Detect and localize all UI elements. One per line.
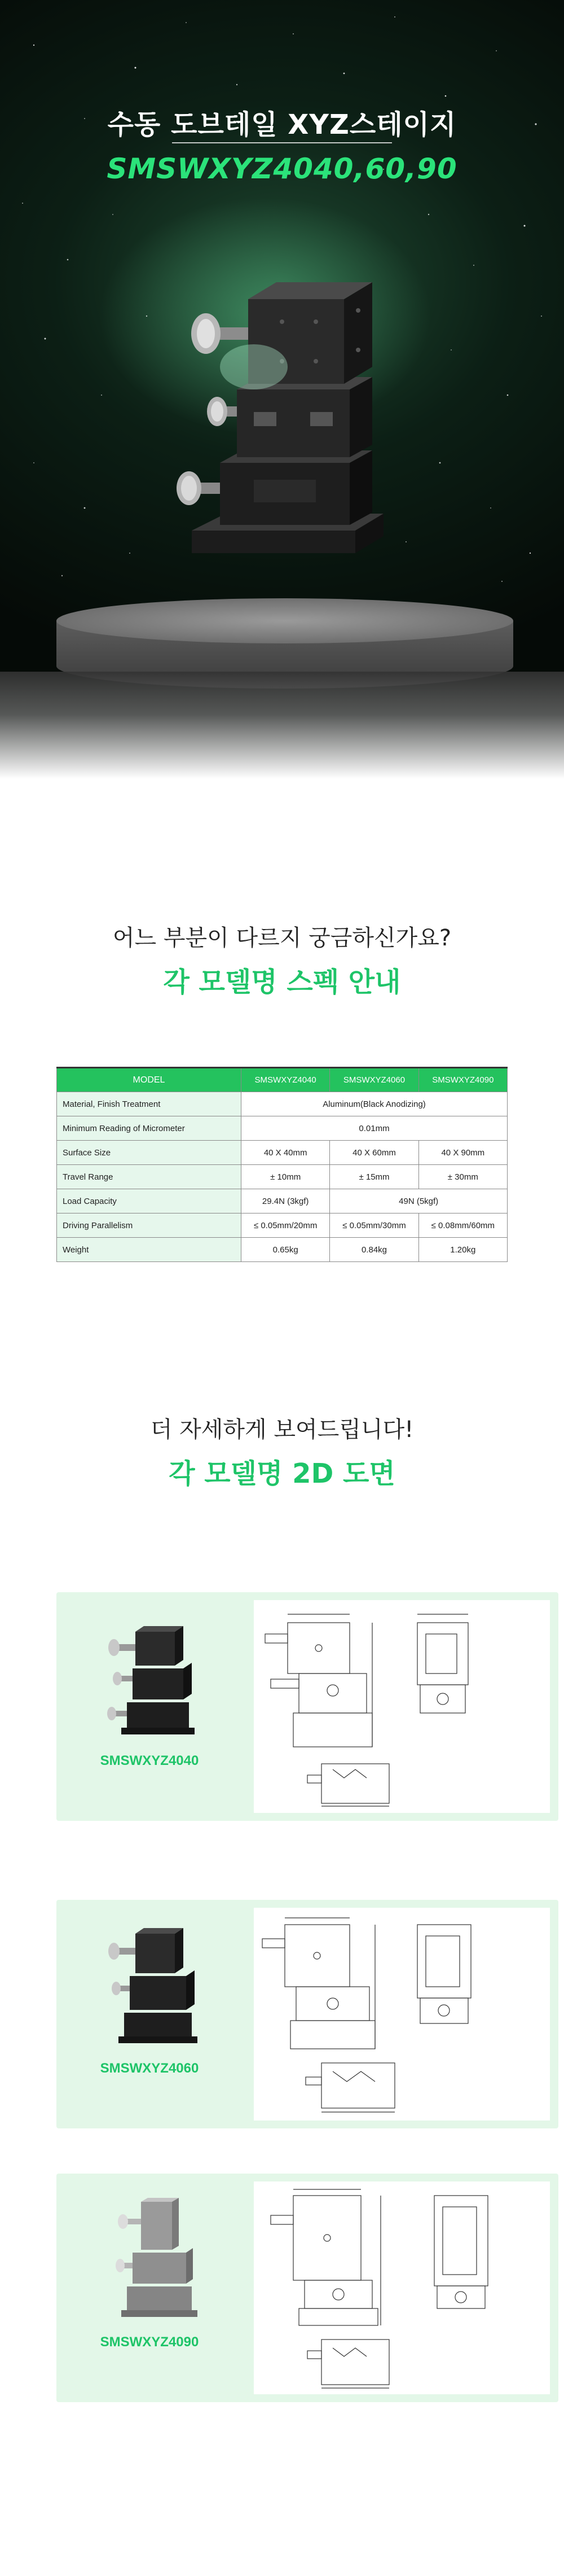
spec-value: ± 15mm xyxy=(330,1165,418,1189)
spec-header-model-4040: SMSWXYZ4040 xyxy=(241,1068,330,1092)
hero-model-line: SMSWXYZ4040,60,90 xyxy=(107,152,457,185)
model-label: SMSWXYZ4090 xyxy=(100,2334,199,2350)
model-card-4090 xyxy=(56,2174,558,2402)
technical-drawing-icon xyxy=(254,1600,550,1813)
spec-label: Driving Parallelism xyxy=(57,1213,241,1238)
spec-value: ± 10mm xyxy=(241,1165,330,1189)
xyz-stage-render-icon xyxy=(169,237,395,576)
spec-header-model-4090: SMSWXYZ4090 xyxy=(418,1068,507,1092)
spec-row-travel xyxy=(57,1165,508,1189)
spec-label: Minimum Reading of Micrometer xyxy=(57,1116,241,1141)
model-label: SMSWXYZ4040 xyxy=(100,1753,199,1768)
hero-divider xyxy=(172,142,392,143)
spec-row-load xyxy=(57,1189,508,1213)
drawing-panel xyxy=(254,1908,550,2121)
spec-value: 29.4N (3kgf) xyxy=(241,1189,330,1213)
xyz-stage-photo-icon xyxy=(96,2196,209,2320)
spec-header-model-4060: SMSWXYZ4060 xyxy=(330,1068,418,1092)
spec-label: Material, Finish Treatment xyxy=(57,1092,241,1116)
drawing-heading: 각 모델명 2D 도면 xyxy=(169,1458,395,1489)
drawing-panel xyxy=(254,1600,550,1813)
spec-table xyxy=(56,1067,508,1262)
spec-table-wrapper xyxy=(0,1067,564,1262)
spec-label: Load Capacity xyxy=(57,1189,241,1213)
page-bottom-spacer xyxy=(0,2402,564,2470)
drawing-panel xyxy=(254,2181,550,2394)
technical-drawing-icon xyxy=(254,2181,550,2394)
spec-row-weight xyxy=(57,1238,508,1262)
spec-value: 40 X 90mm xyxy=(418,1141,507,1165)
spec-value: 0.65kg xyxy=(241,1238,330,1262)
spec-header-row xyxy=(57,1068,508,1092)
spec-value: 0.84kg xyxy=(330,1238,418,1262)
technical-drawing-icon xyxy=(254,1908,550,2121)
spec-row-parallelism xyxy=(57,1213,508,1238)
spec-value: ≤ 0.08mm/60mm xyxy=(418,1213,507,1238)
spec-value: 40 X 40mm xyxy=(241,1141,330,1165)
hero-banner xyxy=(0,0,564,779)
spec-value: 40 X 60mm xyxy=(330,1141,418,1165)
spec-row-material xyxy=(57,1092,508,1116)
spec-header-label: MODEL xyxy=(57,1068,241,1092)
spec-question: 어느 부분이 다르지 궁금하신가요? xyxy=(112,925,452,951)
spec-heading: 각 모델명 스펙 안내 xyxy=(163,966,401,998)
spec-value: Aluminum(Black Anodizing) xyxy=(241,1092,508,1116)
podium-top xyxy=(56,598,513,643)
xyz-stage-photo-icon xyxy=(96,1615,209,1739)
spec-row-surface xyxy=(57,1141,508,1165)
xyz-stage-photo-icon xyxy=(96,1922,209,2047)
spec-value: ≤ 0.05mm/30mm xyxy=(330,1213,418,1238)
drawing-question: 더 자세하게 보여드립니다! xyxy=(150,1417,414,1443)
hero-title: 수동 도브테일 XYZ스테이지 xyxy=(107,109,457,141)
model-label: SMSWXYZ4060 xyxy=(100,2061,199,2076)
spec-value: 49N (5kgf) xyxy=(330,1189,508,1213)
spec-label: Surface Size xyxy=(57,1141,241,1165)
hero-floor-fade xyxy=(0,672,564,779)
spec-value: 1.20kg xyxy=(418,1238,507,1262)
spec-value: 0.01mm xyxy=(241,1116,508,1141)
spec-label: Weight xyxy=(57,1238,241,1262)
model-card-4040 xyxy=(56,1592,558,1821)
spec-value: ≤ 0.05mm/20mm xyxy=(241,1213,330,1238)
model-card-4060 xyxy=(56,1900,558,2128)
spec-value: ± 30mm xyxy=(418,1165,507,1189)
spec-row-micrometer xyxy=(57,1116,508,1141)
spec-label: Travel Range xyxy=(57,1165,241,1189)
